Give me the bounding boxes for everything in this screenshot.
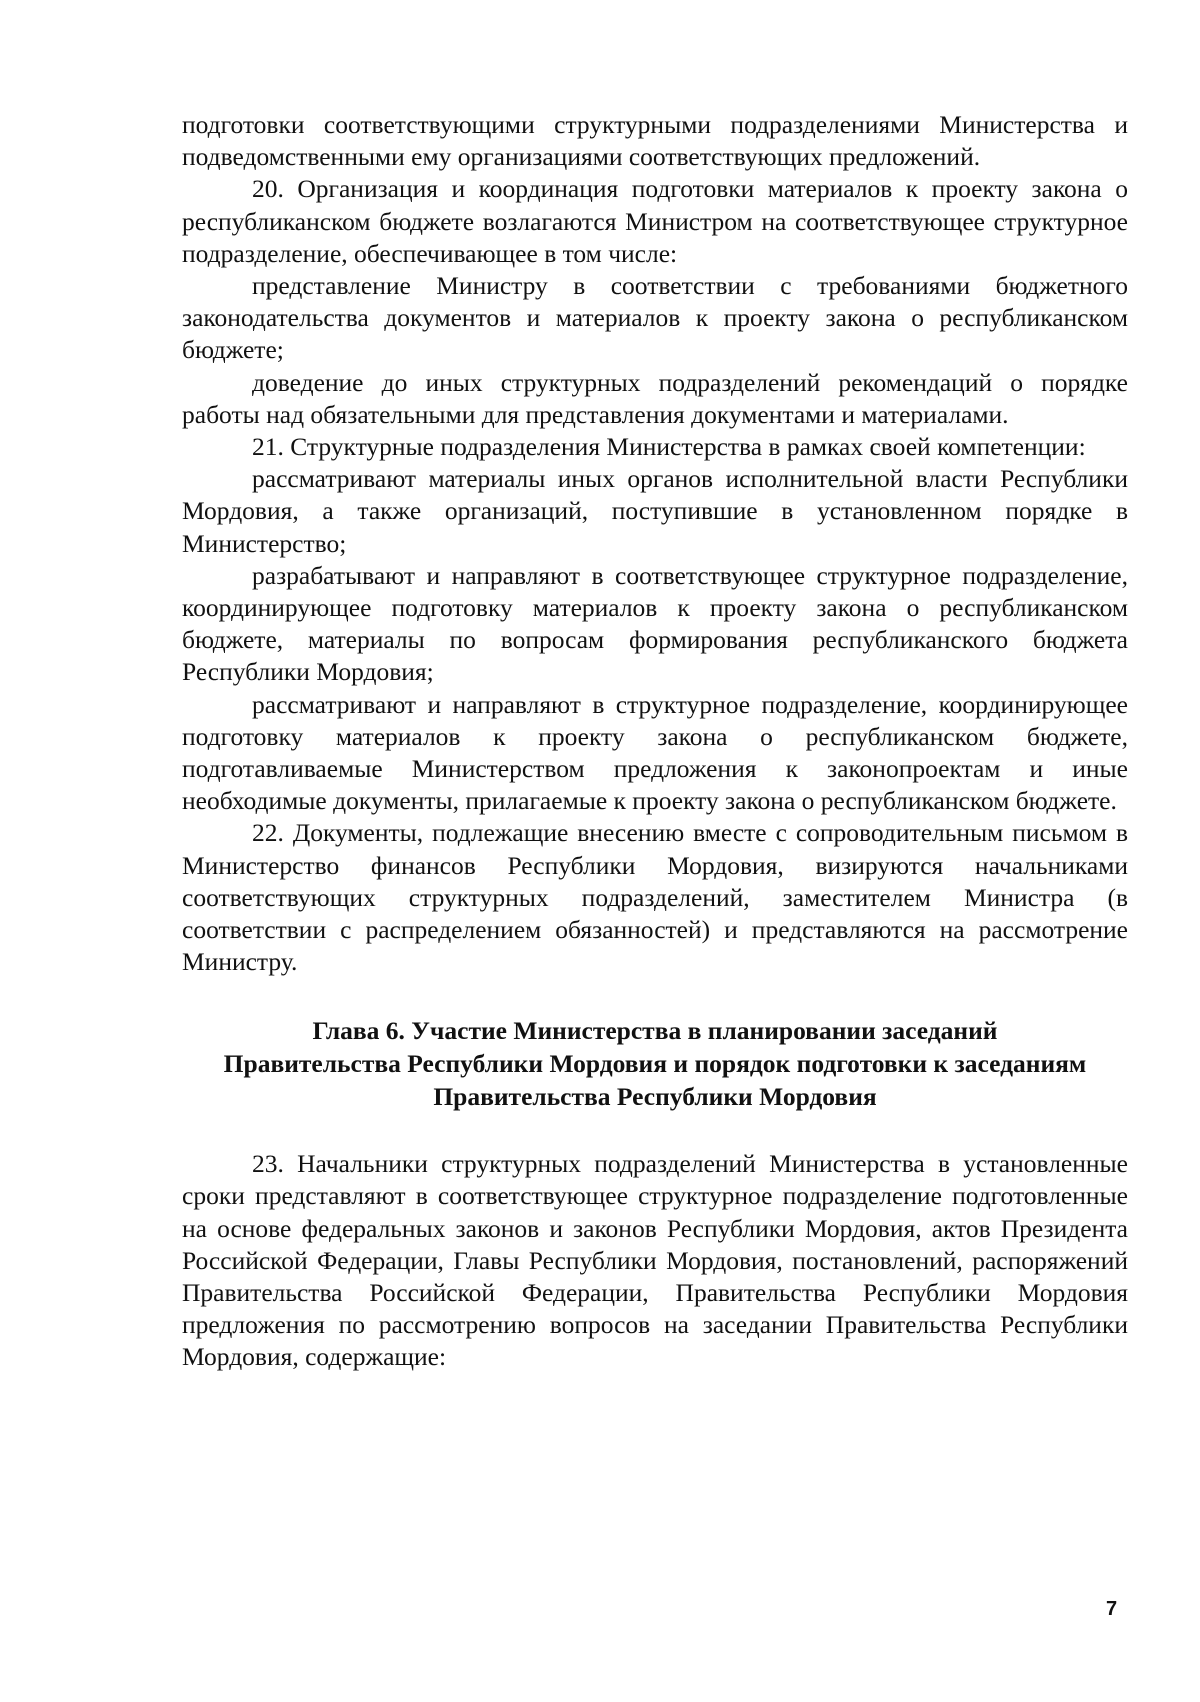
paragraph-item-21: 21. Структурные подразделения Министерства в рамках своей компетенции: <box>252 432 1086 462</box>
paragraph-item-20: 20. Организация и координация подготовки материалов к проекту закона о республиканском бюджете возлагаются Министром на соответствующее структурное подразделение, обеспечивающее в том числе: <box>182 174 1128 268</box>
paragraph-item-22: 22. Документы, подлежащие внесению вместе с сопроводительным письмом в Министерство финансов Республики Мордовия, визируются начальниками соответствующих структурных подразделений, заместителем Министра (в соответствии с распределением обязанностей) и представляются на рассмотрение Министру. <box>182 818 1128 977</box>
paragraph-continuation: подготовки соответствующими структурными подразделениями Министерства и подведомственными ему организациями соответствующих предложений. <box>182 110 1128 172</box>
paragraph-item-20-sub-1: представление Министру в соответствии с требованиями бюджетного законодательства документов и материалов к проекту закона о республиканском бюджете; <box>182 271 1128 365</box>
paragraph-item-21-sub-1: рассматривают материалы иных органов исполнительной власти Республики Мордовия, а также организаций, поступившие в установленном порядке в Министерство; <box>182 464 1128 558</box>
paragraph-item-21-sub-3: рассматривают и направляют в структурное подразделение, координирующее подготовку материалов к проекту закона о республиканском бюджете, подготавливаемые Министерством предложения к законопроектам и иные необходимые документы, прилагаемые к проекту закона о республиканском бюджете. <box>182 689 1128 816</box>
chapter-heading: Глава 6. Участие Министерства в планировании заседаний Правительства Республики Мордовия и порядок подготовки к заседаниям Правительства Республики Мордовия <box>223 1016 1087 1111</box>
paragraph-item-23: 23. Начальники структурных подразделений Министерства в установленные сроки представляют в соответствующее структурное подразделение подготовленные на основе федеральных законов и законов Республики Мордовия, актов Президента Российской Федерации, Главы Республики Мордовия, постановлений, распоряжений Правительства Российской Федерации, Правительства Республики Мордовия предложения по рассмотрению вопросов на заседании Правительства Республики Мордовия, содержащие: <box>182 1149 1128 1372</box>
paragraph-item-20-sub-2: доведение до иных структурных подразделений рекомендаций о порядке работы над обязательными для представления документами и материалами. <box>182 367 1128 429</box>
paragraph-item-21-sub-2: разрабатывают и направляют в соответствующее структурное подразделение, координирующее подготовку материалов к проекту закона о республиканском бюджете, материалы по вопросам формирования республиканского бюджета Республики Мордовия; <box>182 560 1128 687</box>
document-body <box>182 109 1128 1374</box>
page-number: 7 <box>1106 1598 1118 1620</box>
